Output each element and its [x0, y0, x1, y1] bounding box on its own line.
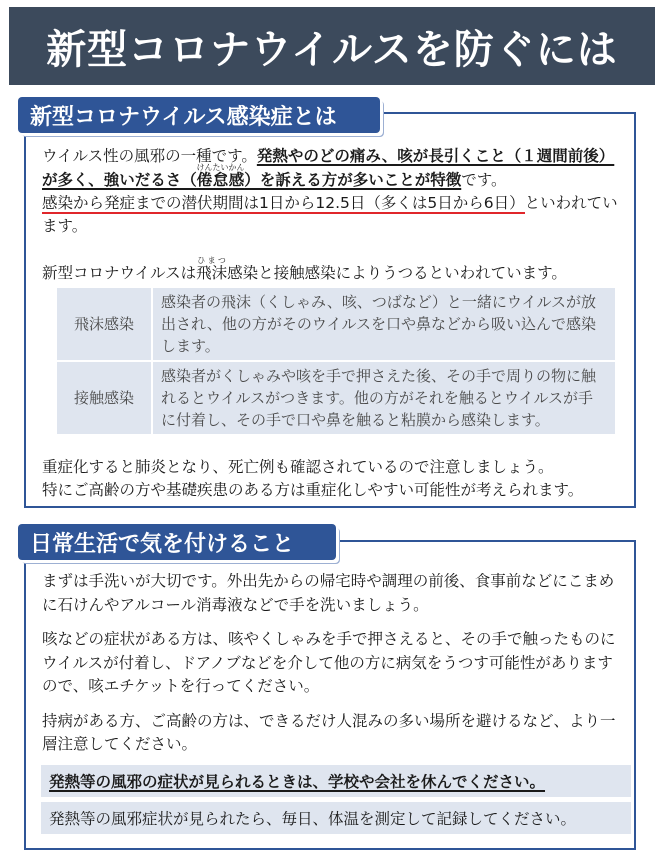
symptoms-part1: 発熱やのどの痛み、咳が長引くこと（１週間前後）が多く、強いだるさ（ — [42, 147, 615, 189]
text-intro: ウイルス性の風邪の一種です。 — [42, 147, 257, 165]
droplet-base: 飛沫 — [196, 264, 228, 282]
infection-type-desc: 感染者がくしゃみや咳を手で押さえた後、その手で周りの物に触れるとウイルスがつきます。他の方がそれを触るとウイルスが手に付着し、その手で口や鼻を触ると粘膜から感染します。 — [152, 361, 616, 435]
ruby-droplet — [196, 256, 228, 282]
infection-type-table — [55, 286, 617, 436]
fatigue-base: 倦怠感 — [196, 171, 245, 189]
transmission-text-c: 感染と接触感染によりうつるといわれています。 — [227, 264, 567, 282]
fatigue-reading: けんたいかん — [196, 163, 245, 172]
paragraph-cough-etiquette: 咳などの症状がある方は、咳やくしゃみを手で押さえると、その手で触ったものにウイルスが付着し、ドアノブなどを介して他の方に病気をうつす可能性がありますので、咳エチケットを行ってください。 — [42, 630, 616, 695]
callout-stay-home — [41, 765, 631, 797]
callout-temperature-text: 発熱等の風邪症状が見られたら、毎日、体温を測定して記録してください。 — [49, 810, 577, 828]
infection-type-desc: 感染者の飛沫（くしゃみ、咳、つばなど）と一緒にウイルスが放出され、他の方がそのウイルスを口や鼻などから吸い込んで感染します。 — [152, 287, 616, 361]
severity-line1: 重症化すると肺炎となり、死亡例も確認されているので注意しましょう。 — [42, 458, 554, 476]
section-title-daily-life: 日常生活で気を付けること — [18, 524, 336, 560]
callout-temperature — [41, 802, 631, 834]
paragraph-handwashing: まずは手洗いが大切です。外出先からの帰宅時や調理の前後、食事前などにこまめに石けんやアルコール消毒液などで手を洗いましょう。 — [42, 572, 615, 614]
section-title-covid-overview: 新型コロナウイルス感染症とは — [18, 97, 380, 133]
title-banner — [9, 7, 655, 85]
paragraph-high-risk: 持病がある方、ご高齢の方は、できるだけ人混みの多い場所を避けるなど、より一層注意してください。 — [42, 711, 616, 753]
page-title: 新型コロナウイルスを防ぐには — [46, 26, 618, 73]
daily-life-paragraphs — [42, 570, 622, 768]
table-row — [56, 361, 616, 435]
table-row — [56, 287, 616, 361]
text-desu: です。 — [461, 171, 507, 189]
transmission-text-a: 新型コロナウイルスは — [42, 264, 197, 282]
severity-note — [42, 456, 627, 502]
infection-type-name: 飛沫感染 — [56, 287, 152, 361]
text-said: といわれています。 — [42, 194, 618, 235]
droplet-reading: ひまつ — [196, 256, 228, 265]
ruby-fatigue — [196, 163, 245, 189]
text-incubation-period: 感染から発症までの潜伏期間は1日から12.5日（多くは5日から6日） — [42, 194, 525, 212]
symptoms-part2: ）を訴える方が多いことが特徴 — [244, 171, 462, 189]
covid-description — [42, 145, 622, 238]
transmission-description — [42, 256, 632, 285]
severity-line2: 特にご高齢の方や基礎疾患のある方は重症化しやすい可能性が考えられます。 — [42, 481, 584, 499]
callout-stay-home-text: 発熱等の風邪の症状が見られるときは、学校や会社を休んでください。 — [49, 773, 546, 791]
infection-type-name: 接触感染 — [56, 361, 152, 435]
